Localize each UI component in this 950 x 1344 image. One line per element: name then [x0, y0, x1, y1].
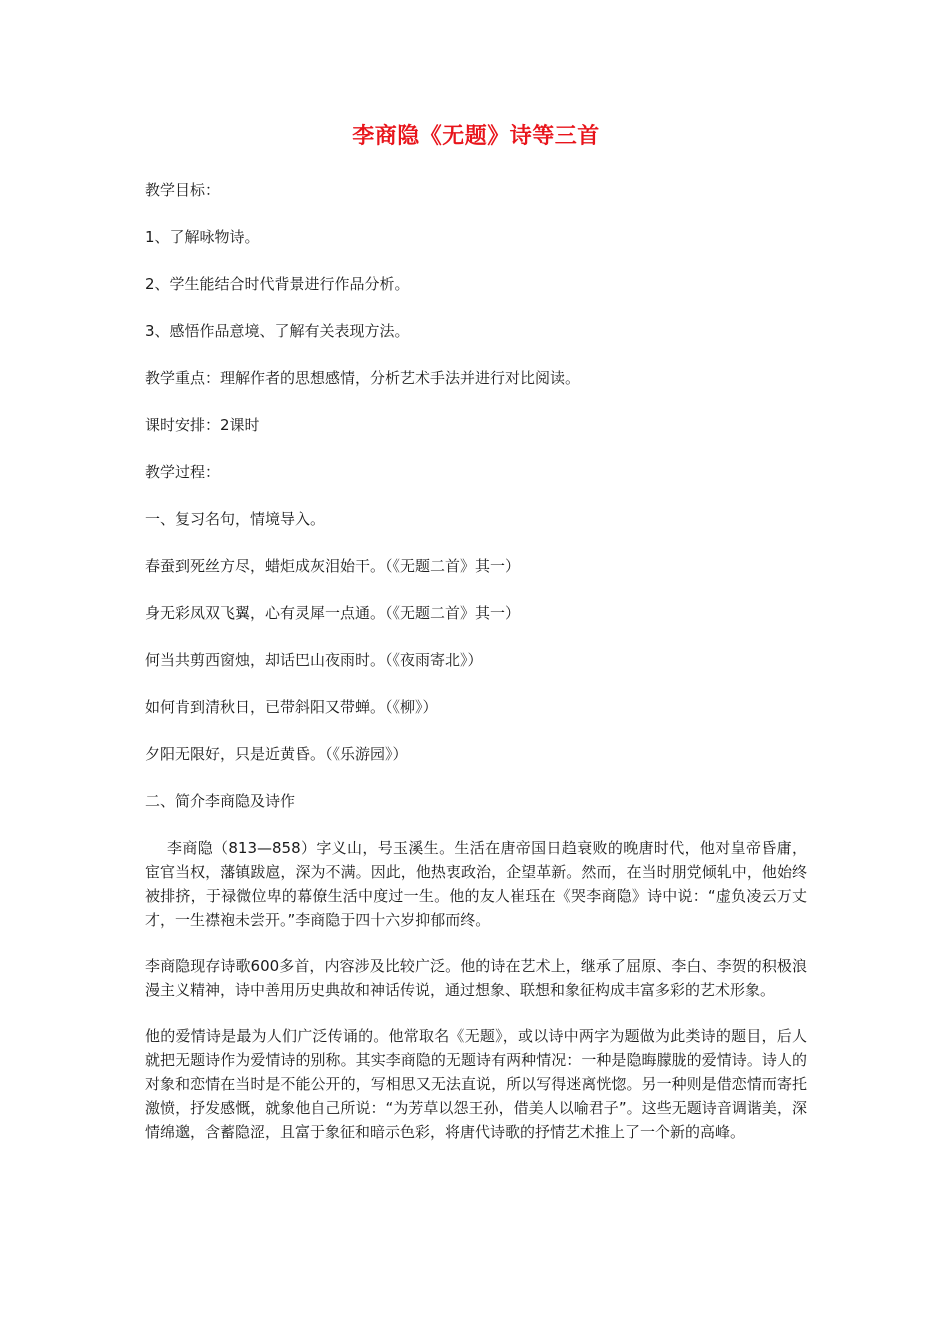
teaching-focus: 教学重点：理解作者的思想感情，分析艺术手法并进行对比阅读。 [145, 369, 581, 387]
paragraph-love-poems: 他的爱情诗是最为人们广泛传诵的。他常取名《无题》，或以诗中两字为题做为此类诗的题目，后人就把无题诗作为爱情诗的别称。其实李商隐的无题诗有两种情况：一种是隐晦朦胧的爱情诗。诗人的对象和恋情在当时是不能公开的，写相思又无法直说，所以写得迷离恍惚。另一种则是借恋情而寄托激愤，抒发感慨，就象他自己所说：“为芳草以怨王孙，借美人以喻君子”。这些无题诗音调谐美，深情绵邈，含蓄隐涩，且富于象征和暗示色彩，将唐代诗歌的抒情艺术推上了一个新的高峰。 [145, 1027, 807, 1141]
paragraph-poetry-overview: 李商隐现存诗歌600多首，内容涉及比较广泛。他的诗在艺术上，继承了屈原、李白、李贺的积极浪漫主义精神，诗中善用历史典故和神话传说，通过想象、联想和象征构成丰富多彩的艺术形象。 [145, 957, 807, 999]
document-title: 李商隐《无题》诗等三首 [352, 124, 600, 149]
document-page [145, 118, 807, 1166]
section-1-heading: 一、复习名句，情境导入。 [145, 510, 326, 528]
teaching-process-heading: 教学过程： [145, 463, 221, 481]
section-2-heading: 二、简介李商隐及诗作 [145, 792, 296, 810]
quote-line-5: 夕阳无限好，只是近黄昏。（《乐游园》） [145, 745, 408, 763]
paragraph-biography: 李商隐（813—858）字义山，号玉溪生。生活在唐帝国日趋衰败的晚唐时代，他对皇帝昏庸，宦官当权，藩镇跋扈，深为不满。因此，他热衷政治，企望革新。然而，在当时朋党倾轧中，他始终被排挤，于禄微位卑的幕僚生活中度过一生。他的友人崔珏在《哭李商隐》诗中说：“虚负凌云万丈才，一生襟袍未尝开。”李商隐于四十六岁抑郁而终。 [145, 839, 807, 929]
class-schedule: 课时安排：2课时 [145, 416, 260, 434]
quote-line-4: 如何肯到清秋日，已带斜阳又带蝉。（《柳》） [145, 698, 438, 716]
quote-line-2: 身无彩凤双飞翼，心有灵犀一点通。（《无题二首》其一） [145, 604, 521, 622]
objective-3: 3、感悟作品意境、了解有关表现方法。 [145, 322, 410, 340]
teaching-objectives-heading: 教学目标： [145, 181, 221, 199]
objective-2: 2、学生能结合时代背景进行作品分析。 [145, 275, 410, 293]
objective-1: 1、了解咏物诗。 [145, 228, 260, 246]
quote-line-1: 春蚕到死丝方尽，蜡炬成灰泪始干。（《无题二首》其一） [145, 557, 521, 575]
quote-line-3: 何当共剪西窗烛，却话巴山夜雨时。（《夜雨寄北》） [145, 651, 483, 669]
